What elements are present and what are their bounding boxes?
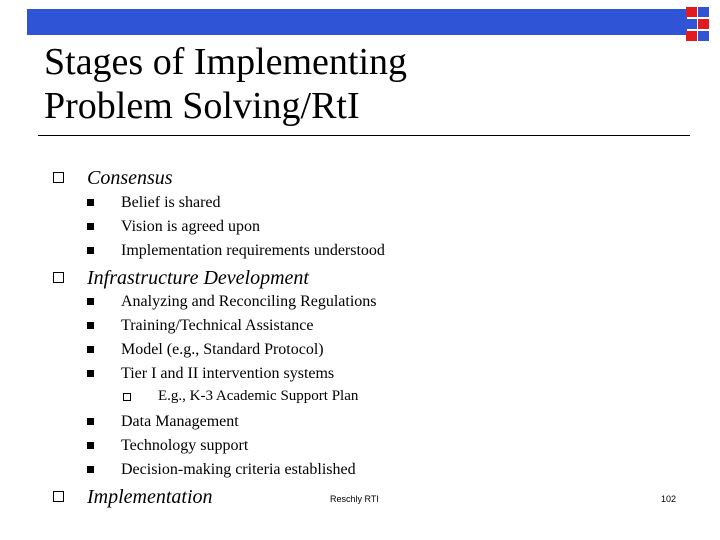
sub-bullet: Belief is shared: [121, 194, 221, 211]
hollow-square-bullet-icon: [53, 272, 64, 283]
page-number: 102: [661, 494, 677, 504]
sub-bullet: Decision-making criteria established: [121, 461, 356, 478]
filled-square-bullet-icon: [87, 442, 94, 449]
sub-bullet: Analyzing and Reconciling Regulations: [121, 293, 377, 310]
slide-title-line2: Problem Solving/RtI: [44, 85, 360, 127]
sub-bullet: Data Management: [121, 413, 239, 430]
filled-square-bullet-icon: [87, 247, 94, 254]
sub-bullet: Technology support: [121, 437, 249, 454]
slide-title-line1: Stages of Implementing: [44, 41, 408, 83]
filled-square-bullet-icon: [87, 370, 94, 377]
sub-sub-bullet: E.g., K-3 Academic Support Plan: [158, 388, 359, 404]
sub-bullet: Vision is agreed upon: [121, 218, 261, 235]
hollow-square-bullet-icon: [123, 393, 131, 401]
bullet-infrastructure-development: Infrastructure Development: [87, 267, 309, 289]
filled-square-bullet-icon: [87, 298, 94, 305]
filled-square-bullet-icon: [87, 418, 94, 425]
filled-square-bullet-icon: [87, 199, 94, 206]
hollow-square-bullet-icon: [53, 491, 64, 502]
sub-bullet: Tier I and II intervention systems: [121, 365, 335, 382]
footer-author: Reschly RTI: [330, 494, 379, 504]
sub-bullet: Implementation requirements understood: [121, 242, 385, 259]
sub-bullet: Model (e.g., Standard Protocol): [121, 341, 324, 358]
hollow-square-bullet-icon: [53, 172, 64, 183]
filled-square-bullet-icon: [87, 346, 94, 353]
filled-square-bullet-icon: [87, 322, 94, 329]
bullet-implementation: Implementation: [87, 486, 213, 508]
filled-square-bullet-icon: [87, 466, 94, 473]
filled-square-bullet-icon: [87, 223, 94, 230]
sub-bullet: Training/Technical Assistance: [121, 317, 314, 334]
bullet-consensus: Consensus: [87, 167, 173, 189]
